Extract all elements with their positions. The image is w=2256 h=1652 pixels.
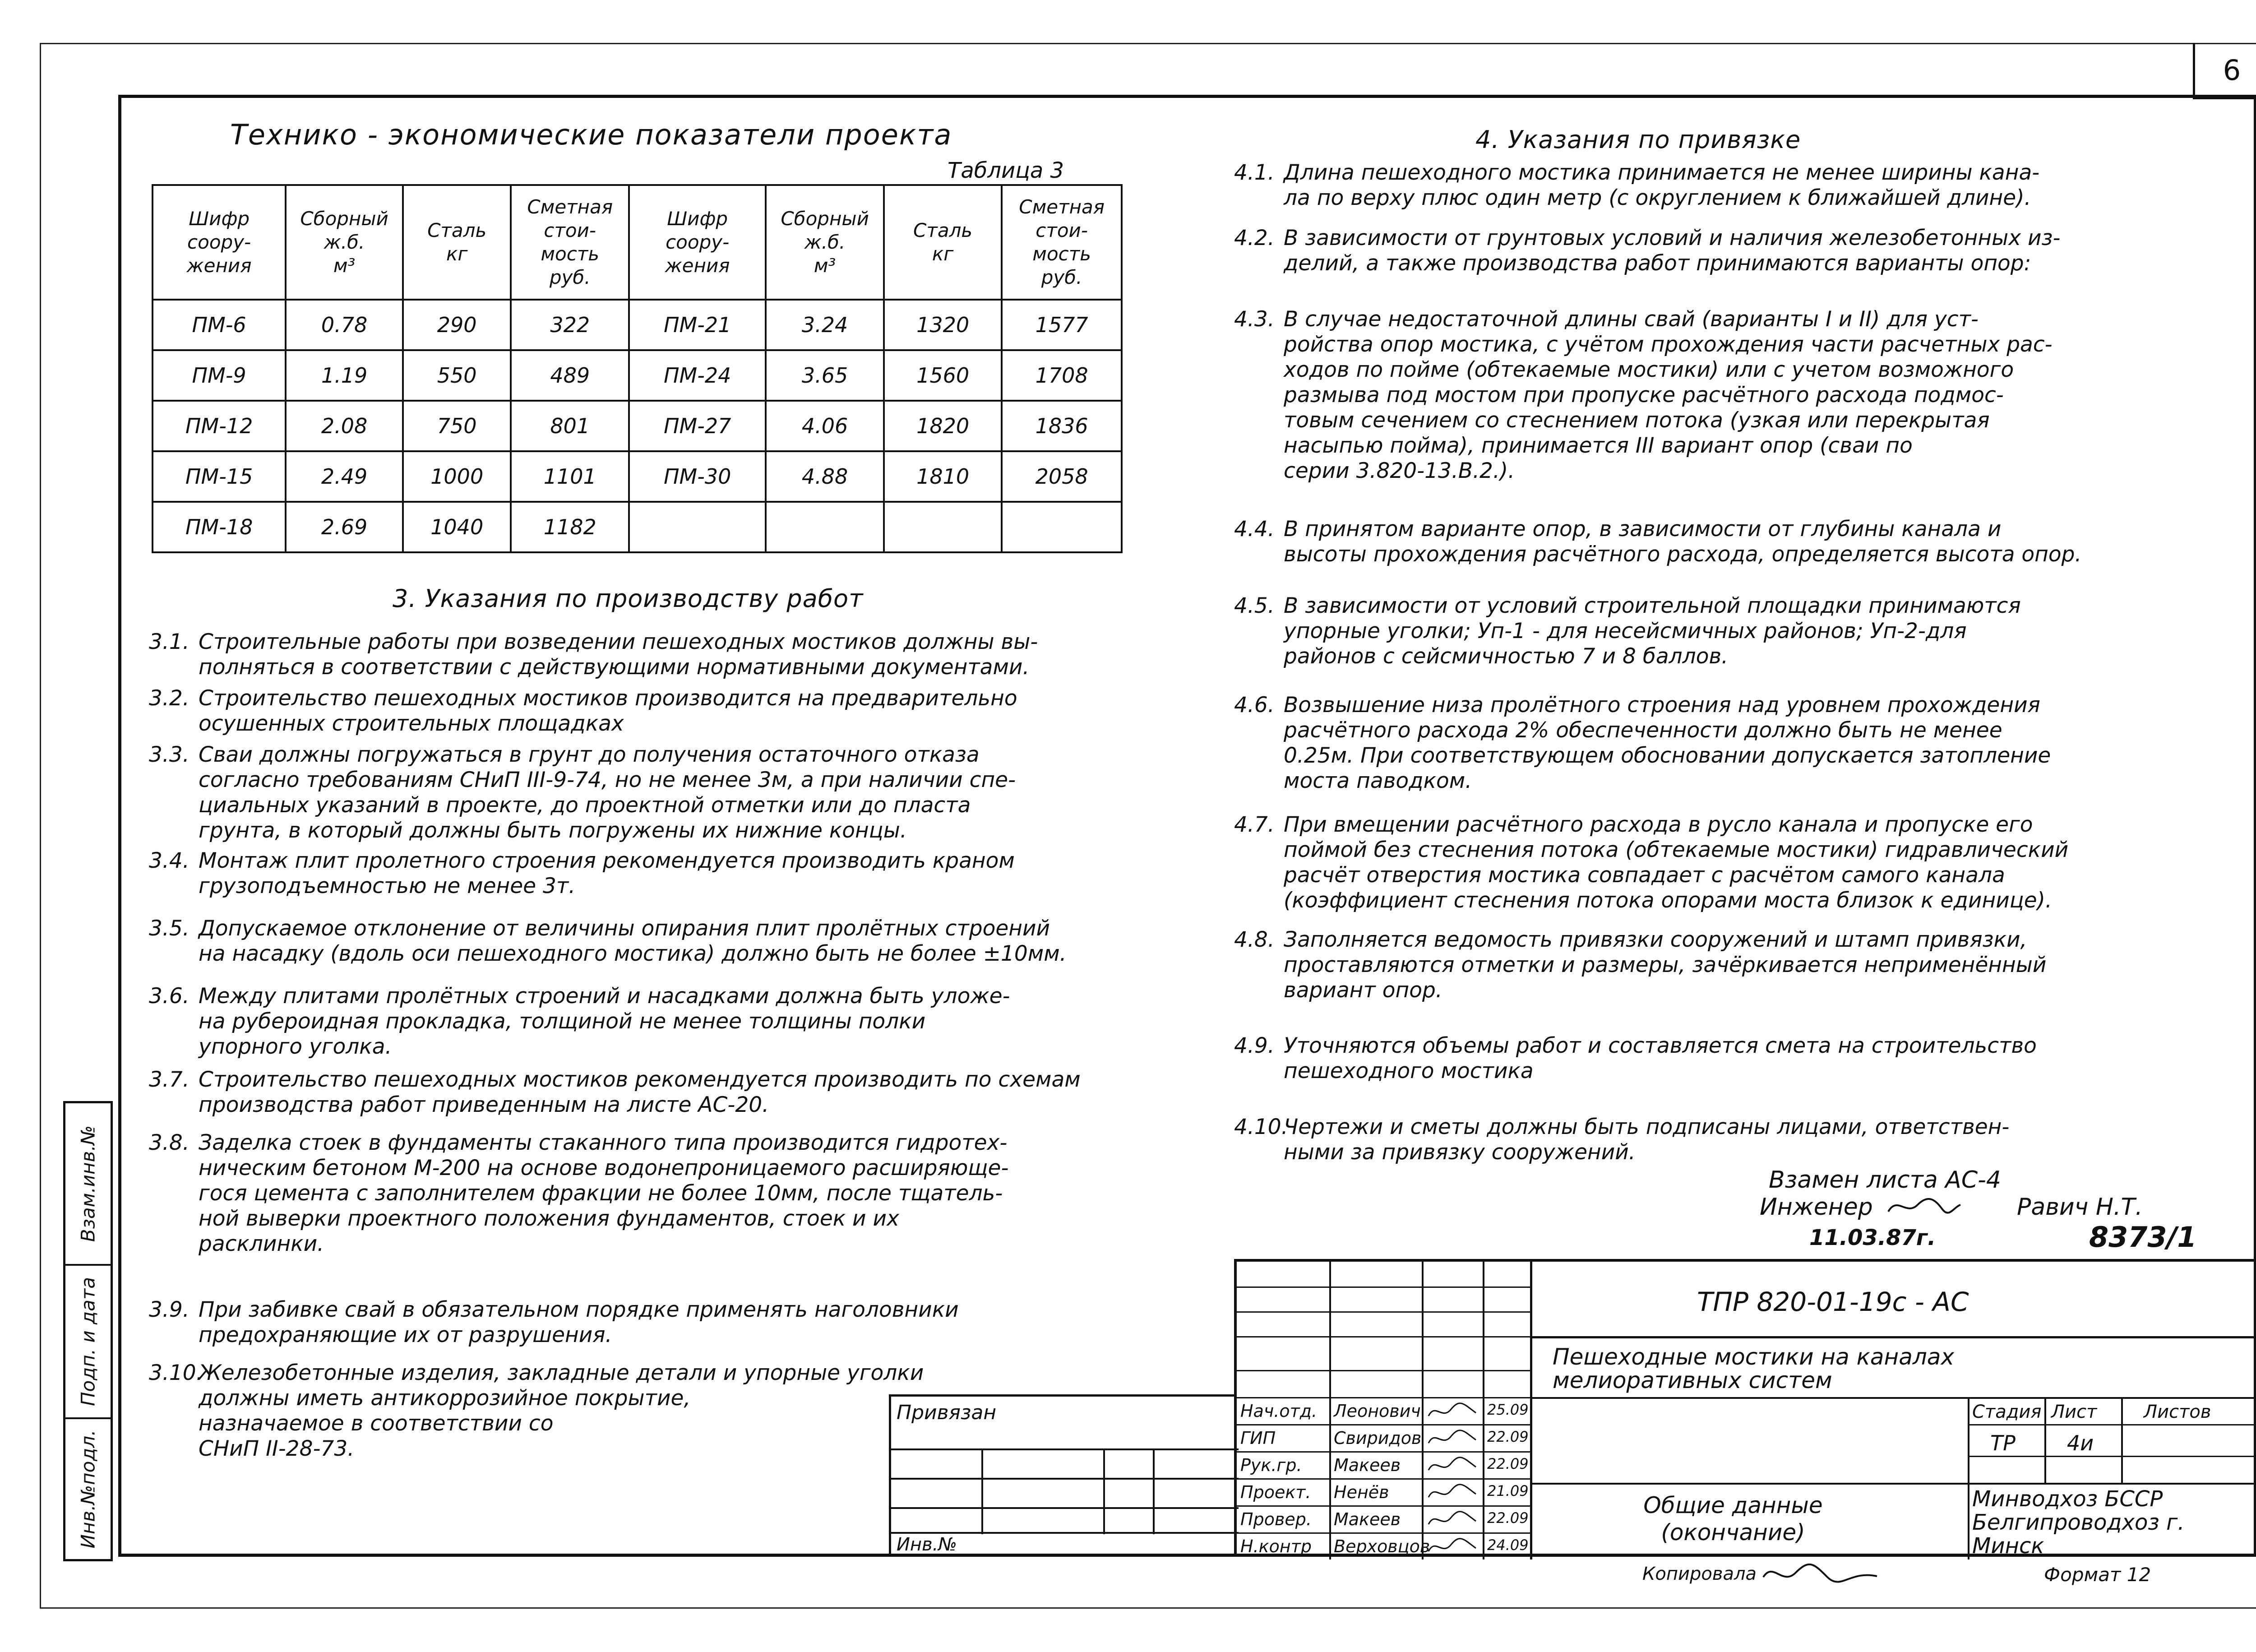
item-line: Допускаемое отклонение от величины опирания плит пролётных строений bbox=[199, 916, 1050, 941]
table-header-cell: Сборный ж.б. м³ bbox=[286, 185, 403, 300]
item-line: ла по верху плюс один метр (с округлением к ближайшей длине). bbox=[1284, 185, 2031, 210]
table-cell: 550 bbox=[403, 350, 511, 401]
engineer-label: Инженер bbox=[1760, 1194, 1873, 1221]
signature-scribble bbox=[1426, 1536, 1480, 1558]
signature-role: Нач.отд. bbox=[1240, 1401, 1318, 1421]
item-line: на насадку (вдоль оси пешеходного мостика) должно быть не более ±10мм. bbox=[199, 941, 1067, 966]
item-line: В случае недостаточной длины свай (варианты I и II) для уст- bbox=[1284, 307, 1979, 332]
item-number: 4.5. bbox=[1234, 593, 1275, 618]
table-cell: 1320 bbox=[884, 300, 1002, 350]
table-cell: 2.08 bbox=[286, 401, 403, 451]
table-cell: 3.65 bbox=[766, 350, 884, 401]
indicators-table bbox=[152, 184, 1123, 553]
sheet-header: Лист bbox=[2051, 1402, 2097, 1422]
signature-date: 22.09 bbox=[1487, 1509, 1529, 1527]
signature-role: ГИП bbox=[1240, 1428, 1276, 1448]
engineer-signature bbox=[1886, 1191, 1963, 1223]
binding-stamp bbox=[889, 1394, 1236, 1557]
item-line: ной выверки проектного положения фундаментов, стоек и их bbox=[199, 1206, 899, 1231]
replacement-note: Взамен листа АС-4 bbox=[1769, 1166, 2001, 1194]
table-cell bbox=[629, 502, 766, 552]
item-line: проставляются отметки и размеры, зачёркивается неприменённый bbox=[1284, 953, 2047, 977]
item-line: назначаемое в соответствии со bbox=[199, 1411, 554, 1436]
organization: Минводхоз БССР Белгипроводхоз г. Минск bbox=[1972, 1486, 2185, 1559]
item-line: Уточняются объемы работ и составляется смета на строительство bbox=[1284, 1033, 2037, 1058]
page-title: Технико - экономические показатели проекта bbox=[230, 118, 952, 151]
item-line: Монтаж плит пролетного строения рекомендуется производить краном bbox=[199, 848, 1015, 873]
side-label-replacement: Взам.инв.№ bbox=[77, 1125, 99, 1242]
item-line: Чертежи и сметы должны быть подписаны лицами, ответствен- bbox=[1284, 1115, 2010, 1139]
item-line: полняться в соответствии с действующими нормативными документами. bbox=[199, 655, 1030, 680]
table-header-cell: Сметная стои- мость руб. bbox=[1002, 185, 1122, 300]
signature-scribble bbox=[1426, 1481, 1480, 1504]
item-number: 3.9. bbox=[149, 1297, 190, 1322]
item-line: Возвышение низа пролётного строения над уровнем прохождения bbox=[1284, 693, 2040, 717]
item-line: товым сечением со стеснением потока (узкая или перекрытая bbox=[1284, 408, 1990, 433]
item-line: упорные уголки; Уп-1 - для несейсмичных районов; Уп-2-для bbox=[1284, 619, 1967, 643]
table-cell: ПМ-9 bbox=[153, 350, 286, 401]
signature-name: Ненёв bbox=[1334, 1482, 1389, 1502]
item-line: на рубероидная прокладка, толщиной не менее толщины полки bbox=[199, 1009, 926, 1034]
signature-date: 25.09 bbox=[1487, 1401, 1529, 1418]
table-header-cell: Сталь кг bbox=[403, 185, 511, 300]
item-line: высоты прохождения расчётного расхода, определяется высота опор. bbox=[1284, 542, 2082, 567]
item-number: 4.4. bbox=[1234, 517, 1275, 541]
table-cell bbox=[766, 502, 884, 552]
table-cell: ПМ-12 bbox=[153, 401, 286, 451]
table-header-cell: Сталь кг bbox=[884, 185, 1002, 300]
item-line: циальных указаний в проекте, до проектной отметки или до пласта bbox=[199, 793, 971, 818]
item-line: расчёт отверстия мостика совпадает с расчётом самого канала bbox=[1284, 863, 2005, 888]
item-number: 4.9. bbox=[1234, 1033, 1275, 1058]
item-number: 3.3. bbox=[149, 742, 190, 767]
page-number: 6 bbox=[2193, 43, 2256, 99]
item-line: размыва под мостом при пропуске расчётного расхода подмос- bbox=[1284, 383, 2004, 407]
table-cell bbox=[1002, 502, 1122, 552]
sheets-header: Листов bbox=[2144, 1402, 2211, 1422]
item-line: расчётного расхода 2% обеспеченности должно быть не менее bbox=[1284, 718, 2002, 743]
stage-value: ТР bbox=[1990, 1431, 2016, 1455]
item-line: Строительство пешеходных мостиков рекомендуется производить по схемам bbox=[199, 1067, 1081, 1092]
item-line: ходов по пойме (обтекаемые мостики) или с учетом возможного bbox=[1284, 357, 2014, 382]
table-cell: 750 bbox=[403, 401, 511, 451]
table-cell: 4.06 bbox=[766, 401, 884, 451]
item-number: 4.7. bbox=[1234, 812, 1275, 837]
item-number: 4.6. bbox=[1234, 693, 1275, 717]
item-line: При вмещении расчётного расхода в русло канала и пропуске его bbox=[1284, 812, 2033, 837]
sheet-format: Формат 12 bbox=[2044, 1564, 2151, 1586]
project-title: Пешеходные мостики на каналах мелиоративных систем bbox=[1553, 1344, 1955, 1393]
table-cell: 2058 bbox=[1002, 451, 1122, 502]
table-cell: 1836 bbox=[1002, 401, 1122, 451]
doc-code: ТПР 820-01-19с - АС bbox=[1697, 1286, 1969, 1317]
item-line: насыпью пойма), принимается III вариант опор (сваи по bbox=[1284, 433, 1913, 458]
signature-name: Леонович bbox=[1334, 1401, 1421, 1421]
item-line: СНиП II-28-73. bbox=[199, 1436, 355, 1461]
item-number: 3.6. bbox=[149, 984, 190, 1009]
side-stamp bbox=[63, 1101, 113, 1561]
signature-role: Проект. bbox=[1240, 1482, 1311, 1502]
item-number: 3.1. bbox=[149, 629, 190, 654]
item-line: Длина пешеходного мостика принимается не менее ширины кана- bbox=[1284, 160, 2040, 185]
item-line: грунта, в который должны быть погружены их нижние концы. bbox=[199, 818, 907, 843]
title-block bbox=[1234, 1259, 2256, 1557]
table-cell: ПМ-24 bbox=[629, 350, 766, 401]
signature-role: Н.контр bbox=[1240, 1536, 1312, 1556]
item-line: поймой без стеснения потока (обтекаемые мостики) гидравлический bbox=[1284, 838, 2069, 862]
item-line: ройства опор мостика, с учётом прохождения части расчетных рас- bbox=[1284, 332, 2053, 357]
item-number: 3.4. bbox=[149, 848, 190, 873]
signature-name: Макеев bbox=[1334, 1509, 1401, 1529]
table-cell: 801 bbox=[511, 401, 629, 451]
table-cell: 1000 bbox=[403, 451, 511, 502]
binding-inv-label: Инв.№ bbox=[897, 1534, 957, 1555]
item-line: районов с сейсмичностью 7 и 8 баллов. bbox=[1284, 644, 1729, 669]
item-number: 4.10. bbox=[1234, 1115, 1288, 1139]
signature-name: Верховцов bbox=[1334, 1536, 1430, 1556]
table-row bbox=[153, 451, 1122, 502]
signature-date: 21.09 bbox=[1487, 1482, 1529, 1499]
table-cell: 489 bbox=[511, 350, 629, 401]
engineer-name: Равич Н.Т. bbox=[2017, 1194, 2143, 1221]
table-cell: ПМ-27 bbox=[629, 401, 766, 451]
section-4-title: 4. Указания по привязке bbox=[1475, 125, 1801, 154]
table-row bbox=[153, 502, 1122, 552]
item-line: вариант опор. bbox=[1284, 978, 1442, 1003]
table-cell: ПМ-21 bbox=[629, 300, 766, 350]
copier-signature bbox=[1760, 1559, 1886, 1591]
table-cell: 2.69 bbox=[286, 502, 403, 552]
item-number: 4.1. bbox=[1234, 160, 1275, 185]
table-cell: 1182 bbox=[511, 502, 629, 552]
item-line: моста паводком. bbox=[1284, 768, 1472, 793]
item-number: 3.7. bbox=[149, 1067, 190, 1092]
item-line: серии 3.820-13.В.2.). bbox=[1284, 458, 1515, 483]
table-cell: 4.88 bbox=[766, 451, 884, 502]
signature-date: 22.09 bbox=[1487, 1428, 1529, 1445]
item-line: ными за привязку сооружений. bbox=[1284, 1140, 1636, 1165]
item-line: грузоподъемностью не менее 3т. bbox=[199, 874, 576, 898]
sheet-value: 4и bbox=[2067, 1431, 2094, 1455]
table-header-cell: Шифр соору- жения bbox=[153, 185, 286, 300]
item-number: 4.3. bbox=[1234, 307, 1275, 332]
side-label-original-inv: Инв.№подл. bbox=[77, 1430, 99, 1549]
table-cell: 1560 bbox=[884, 350, 1002, 401]
signature-scribble bbox=[1426, 1509, 1480, 1531]
table-cell: 290 bbox=[403, 300, 511, 350]
item-line: Строительные работы при возведении пешеходных мостиков должны вы- bbox=[199, 629, 1038, 654]
table-cell: ПМ-30 bbox=[629, 451, 766, 502]
table-cell: 1101 bbox=[511, 451, 629, 502]
item-line: Сваи должны погружаться в грунт до получения остаточного отказа bbox=[199, 742, 980, 767]
item-number: 4.8. bbox=[1234, 927, 1275, 952]
item-line: согласно требованиям СНиП III-9-74, но не менее 3м, а при наличии спе- bbox=[199, 768, 1016, 792]
table-caption: Таблица 3 bbox=[948, 158, 1064, 183]
item-number: 3.10. bbox=[149, 1360, 203, 1385]
item-line: При забивке свай в обязательном порядке применять наголовники bbox=[199, 1297, 959, 1322]
item-line: 0.25м. При соответствующем обосновании допускается затопление bbox=[1284, 743, 2051, 768]
item-line: ническим бетоном М-200 на основе водонепроницаемого расширяюще- bbox=[199, 1156, 1009, 1180]
item-number: 3.2. bbox=[149, 686, 190, 711]
section-3-title: 3. Указания по производству работ bbox=[393, 584, 864, 613]
table-header-cell: Сметная стои- мость руб. bbox=[511, 185, 629, 300]
item-line: осушенных строительных площадках bbox=[199, 711, 624, 736]
table-row bbox=[153, 300, 1122, 350]
signature-date: 24.09 bbox=[1487, 1536, 1529, 1554]
table-cell: 1820 bbox=[884, 401, 1002, 451]
item-line: В принятом варианте опор, в зависимости от глубины канала и bbox=[1284, 517, 2002, 541]
table-cell: 1708 bbox=[1002, 350, 1122, 401]
side-label-sign-date: Подп. и дата bbox=[77, 1277, 99, 1407]
table-cell: 0.78 bbox=[286, 300, 403, 350]
item-line: Между плитами пролётных строений и насадками должна быть уложе- bbox=[199, 984, 1010, 1009]
item-line: гося цемента с заполнителем фракции не более 10мм, после тщатель- bbox=[199, 1181, 1003, 1206]
table-cell: 1810 bbox=[884, 451, 1002, 502]
signature-name: Макеев bbox=[1334, 1455, 1401, 1475]
item-line: Заполняется ведомость привязки сооружений и штамп привязки, bbox=[1284, 927, 2027, 952]
item-number: 3.8. bbox=[149, 1130, 190, 1155]
item-line: (коэффициент стеснения потока опорами моста близок к единице). bbox=[1284, 888, 2052, 913]
item-line: В зависимости от условий строительной площадки принимаются bbox=[1284, 593, 2021, 618]
item-line: предохраняющие их от разрушения. bbox=[199, 1323, 612, 1347]
table-cell: ПМ-6 bbox=[153, 300, 286, 350]
signature-date: 22.09 bbox=[1487, 1455, 1529, 1472]
item-line: В зависимости от грунтовых условий и наличия железобетонных из- bbox=[1284, 226, 2061, 250]
item-number: 3.5. bbox=[149, 916, 190, 941]
table-row bbox=[153, 350, 1122, 401]
table-cell: 1577 bbox=[1002, 300, 1122, 350]
item-line: производства работ приведенным на листе АС-20. bbox=[199, 1092, 769, 1117]
signature-scribble bbox=[1426, 1454, 1480, 1477]
item-line: Заделка стоек в фундаменты стаканного типа производится гидротех- bbox=[199, 1130, 1008, 1155]
item-line: делий, а также производства работ принимаются варианты опор: bbox=[1284, 251, 2031, 276]
item-line: пешеходного мостика bbox=[1284, 1059, 1534, 1083]
item-line: расклинки. bbox=[199, 1231, 324, 1256]
table-header-cell: Сборный ж.б. м³ bbox=[766, 185, 884, 300]
table-cell: ПМ-15 bbox=[153, 451, 286, 502]
item-line: должны иметь антикоррозийное покрытие, bbox=[199, 1386, 691, 1411]
table-cell: 1040 bbox=[403, 502, 511, 552]
item-number: 4.2. bbox=[1234, 226, 1275, 250]
table-cell bbox=[884, 502, 1002, 552]
binding-label: Привязан bbox=[897, 1401, 997, 1424]
section-3-list bbox=[149, 629, 1187, 1487]
copied-by-label: Копировала bbox=[1642, 1564, 1757, 1584]
table-cell: 322 bbox=[511, 300, 629, 350]
replacement-date: 11.03.87г. bbox=[1809, 1225, 1936, 1250]
table-header-cell: Шифр соору- жения bbox=[629, 185, 766, 300]
sheet-title: Общие данные (окончание) bbox=[1643, 1492, 1823, 1546]
signature-scribble bbox=[1426, 1400, 1480, 1423]
table-cell: 2.49 bbox=[286, 451, 403, 502]
table-row bbox=[153, 401, 1122, 451]
table-cell: ПМ-18 bbox=[153, 502, 286, 552]
item-line: Строительство пешеходных мостиков производится на предварительно bbox=[199, 686, 1017, 711]
signature-name: Свиридов bbox=[1334, 1428, 1422, 1448]
signature-scribble bbox=[1426, 1427, 1480, 1450]
table-cell: 1.19 bbox=[286, 350, 403, 401]
item-line: Железобетонные изделия, закладные детали и упорные уголки bbox=[199, 1360, 924, 1385]
signature-role: Провер. bbox=[1240, 1509, 1312, 1529]
section-4-list bbox=[1234, 160, 2249, 1198]
item-line: упорного уголка. bbox=[199, 1034, 392, 1059]
table-cell: 3.24 bbox=[766, 300, 884, 350]
stage-header: Стадия bbox=[1972, 1402, 2042, 1422]
signature-role: Рук.гр. bbox=[1240, 1455, 1302, 1475]
inventory-number: 8373/1 bbox=[2089, 1221, 2197, 1254]
